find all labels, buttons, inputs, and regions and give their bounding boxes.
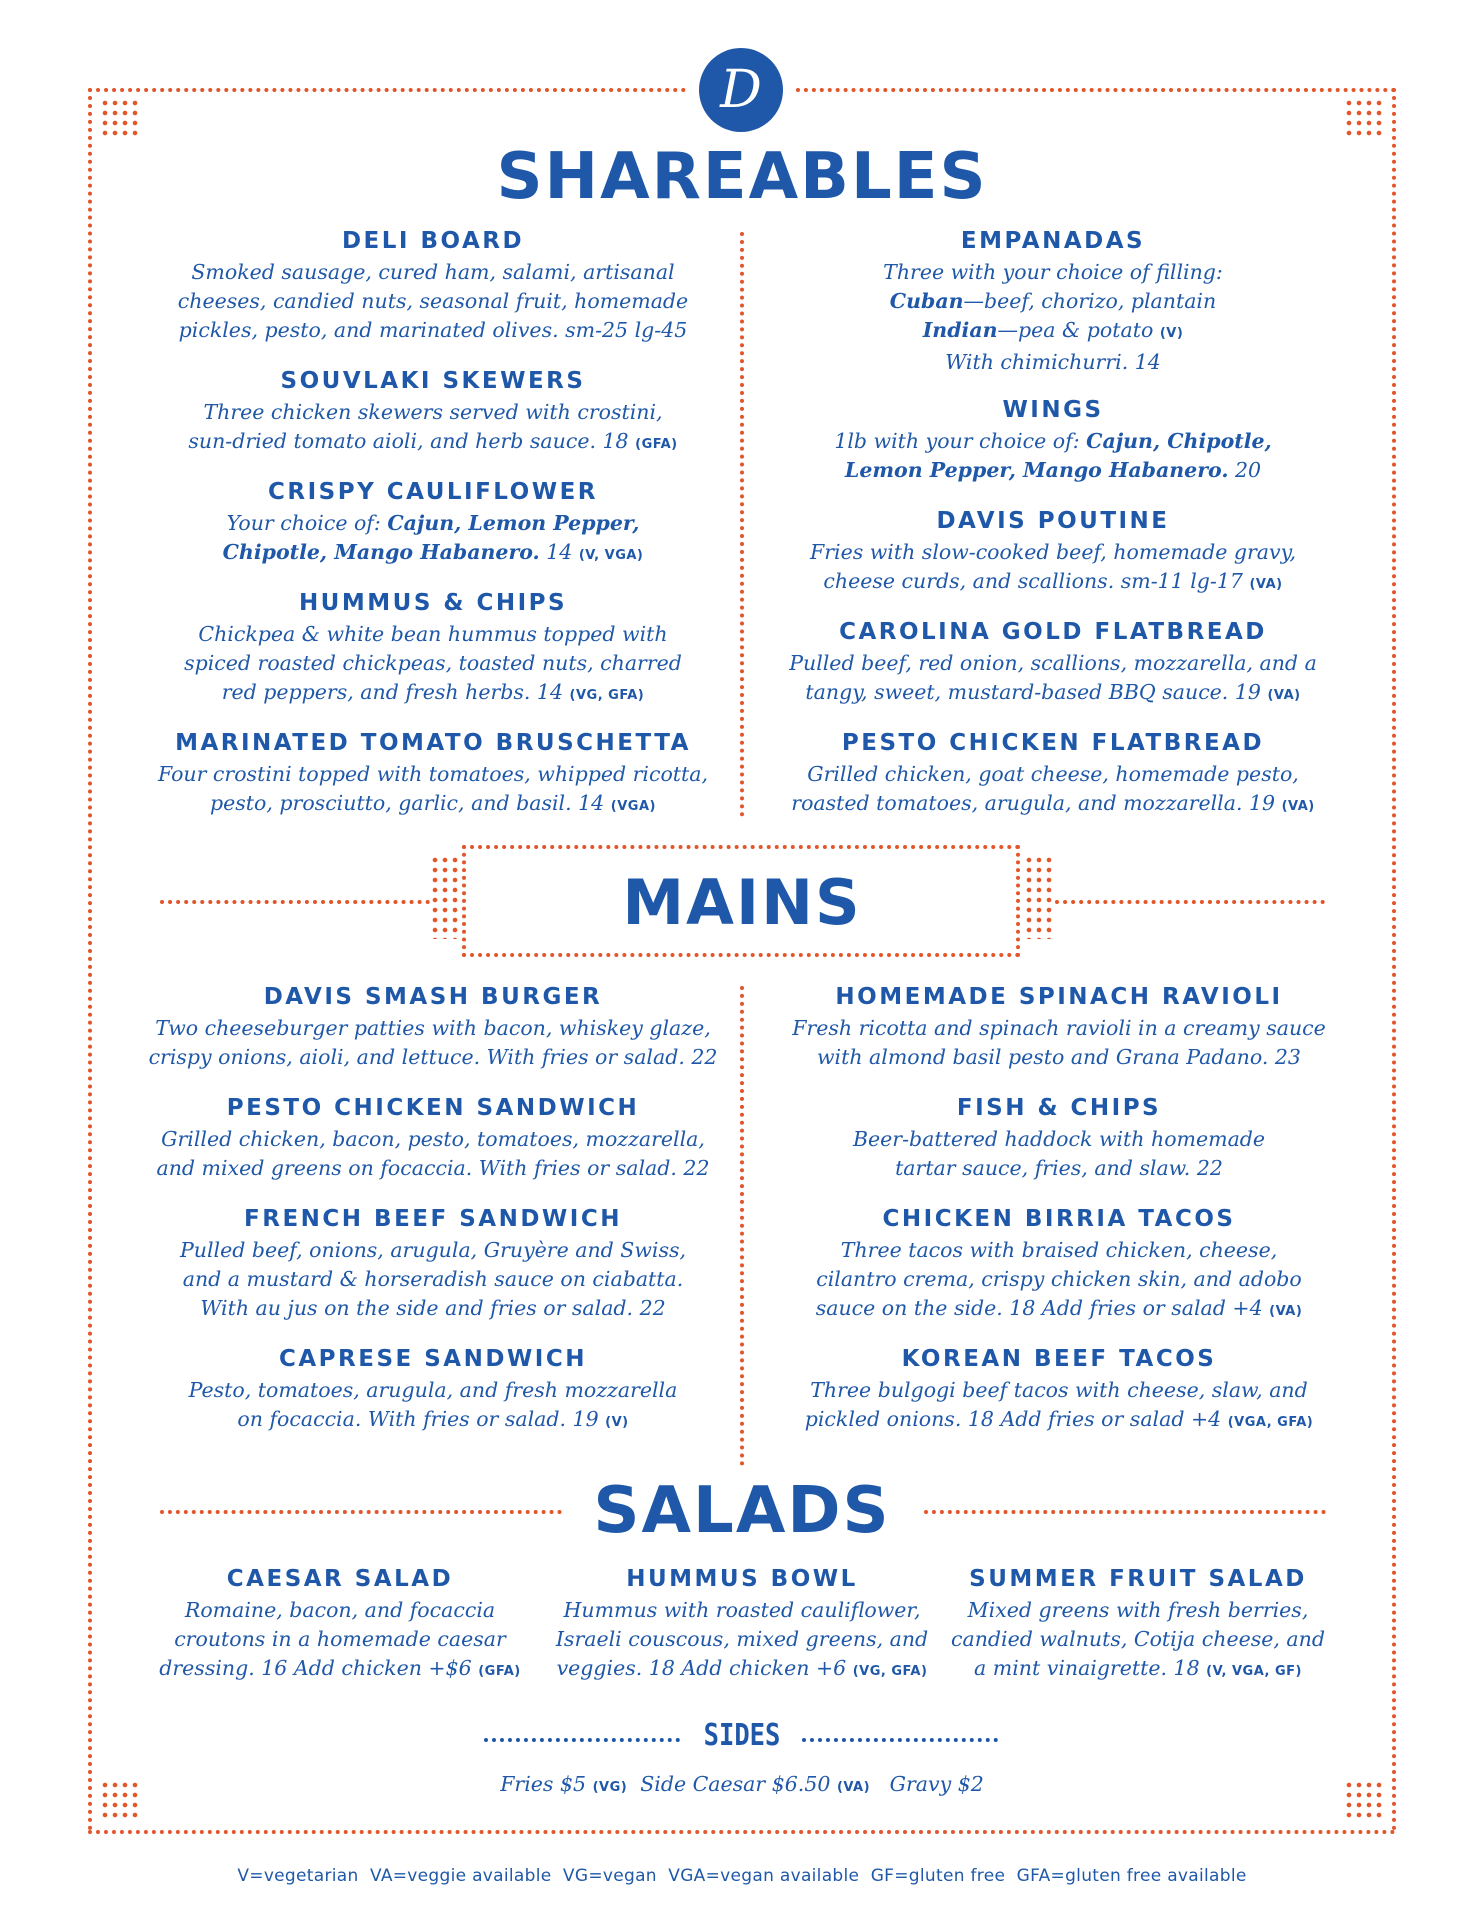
desc-line: tartar sauce, fries, and slaw. 22 (895, 1156, 1223, 1180)
item-description (760, 649, 1346, 710)
desc-line (760, 427, 1346, 456)
desc-line (140, 678, 726, 710)
menu-item (948, 1564, 1328, 1686)
item-name: PESTO CHICKEN SANDWICH (226, 1095, 640, 1121)
diet-tag: (VA) (1249, 577, 1283, 592)
desc-line: and a mustard & horseradish sauce on ciabatta. (182, 1267, 684, 1291)
desc-line (760, 678, 1346, 710)
desc-line: Pulled beef, onions, arugula, Gruyère and Swiss, (179, 1238, 687, 1262)
desc-line: Pulled beef, red onion, scallions, mozzarella, and a (789, 651, 1317, 675)
corner-dots-tr (1344, 98, 1384, 138)
desc-line (948, 1654, 1328, 1686)
desc-text: sun-dried tomato aioli, and herb sauce. 18 (188, 429, 629, 453)
flavor-options: Cajun, Lemon Pepper, (387, 511, 640, 535)
desc-line (130, 1405, 736, 1437)
menu-item (756, 1344, 1362, 1437)
desc-text: red peppers, and fresh herbs. 14 (221, 680, 564, 704)
price: 14 (539, 540, 573, 564)
desc-text: roasted tomatoes, arugula, and mozzarella. 19 (791, 791, 1276, 815)
desc-line: croutons in a homemade caesar (174, 1627, 506, 1651)
desc-text: on focaccia. With fries or salad. 19 (237, 1407, 599, 1431)
desc-line (756, 1294, 1362, 1326)
item-description (548, 1596, 936, 1686)
frame-top-left (88, 88, 686, 92)
desc-line: cheeses, candied nuts, seasonal fruit, homemade (177, 289, 689, 313)
flavor-options: Cajun, Chipotle, (1086, 429, 1272, 453)
price: 20 (1228, 458, 1262, 482)
item-name: DELI BOARD (341, 228, 525, 254)
desc-text: dressing. 16 Add chicken +$6 (159, 1656, 472, 1680)
menu-item (760, 226, 1346, 377)
diet-tag: (GFA) (635, 437, 678, 452)
filling-name: Indian (922, 318, 998, 342)
desc-line: Grilled chicken, bacon, pesto, tomatoes, mozzarella, (161, 1127, 705, 1151)
desc-line: Fresh ricotta and spinach ravioli in a creamy sauce (792, 1016, 1326, 1040)
corner-dots-tl (100, 98, 140, 138)
side-caesar: Side Caesar $6.50 (640, 1772, 831, 1796)
item-name: CAROLINA GOLD FLATBREAD (839, 619, 1267, 645)
item-name: FRENCH BEEF SANDWICH (244, 1206, 622, 1232)
diet-tag: (VGA) (610, 799, 656, 814)
dietary-legend: V=vegetarian VA=veggie available VG=vegan VGA=vegan available GF=gluten free GFA=gluten free available (237, 1866, 1247, 1886)
diet-tag: (VG) (592, 1780, 628, 1795)
item-description (756, 1376, 1362, 1437)
desc-line: pickles, pesto, and marinated olives. sm-25 lg-45 (178, 318, 688, 342)
item-name: DAVIS POUTINE (936, 508, 1170, 534)
item-name: HUMMUS & CHIPS (298, 590, 568, 616)
desc-text: —pea & potato (997, 318, 1154, 342)
diet-tag: (VG, GFA) (569, 688, 645, 703)
diet-tag: (VA) (1281, 799, 1315, 814)
menu-item (756, 982, 1362, 1072)
item-name: EMPANADAS (960, 228, 1146, 254)
frame-left (88, 88, 92, 1832)
item-description (130, 1014, 736, 1072)
sides-rule-right (802, 1738, 998, 1742)
desc-text: veggies. 18 Add chicken +6 (556, 1656, 847, 1680)
desc-line: With au jus on the side and fries or salad. 22 (200, 1296, 666, 1320)
menu-item (150, 1564, 530, 1686)
item-description (130, 1376, 736, 1437)
desc-line: Hummus with roasted cauliflower, (563, 1598, 921, 1622)
menu-item (756, 1204, 1362, 1326)
diet-tag: (VA) (836, 1780, 871, 1795)
menu-item (760, 617, 1346, 710)
item-name: WINGS (1002, 397, 1104, 423)
item-description (948, 1596, 1328, 1686)
item-name: FISH & CHIPS (956, 1095, 1162, 1121)
item-description (756, 1125, 1362, 1183)
menu-item (760, 395, 1346, 485)
desc-line: Grilled chicken, goat cheese, homemade pesto, (807, 762, 1299, 786)
desc-text: cheese curds, and scallions. sm-11 lg-17 (823, 569, 1243, 593)
sides-list (0, 1770, 1484, 1802)
desc-text: Your choice of: (226, 511, 388, 535)
item-description (140, 620, 726, 710)
desc-line: with almond basil pesto and Grana Padano. 23 (817, 1045, 1301, 1069)
diet-tag: (V, VGA) (578, 548, 644, 563)
menu-item (760, 506, 1346, 599)
desc-line (760, 287, 1346, 316)
frame-top-right (796, 88, 1396, 92)
menu-item (760, 728, 1346, 821)
diet-tag: (VA) (1269, 1304, 1303, 1319)
diet-tag: (GFA) (478, 1664, 521, 1679)
desc-line: Three chicken skewers served with crostini, (203, 400, 663, 424)
item-description (760, 760, 1346, 821)
item-description (756, 1014, 1362, 1072)
diet-tag: (VG, GFA) (852, 1664, 928, 1679)
item-name: KOREAN BEEF TACOS (901, 1346, 1217, 1372)
desc-text: 1lb with your choice of: (834, 429, 1087, 453)
menu-item (140, 366, 726, 459)
desc-line (756, 1405, 1362, 1437)
section-title-sides: SIDES (703, 1718, 781, 1753)
item-description (760, 258, 1346, 377)
item-description (760, 538, 1346, 599)
flavor-options: Chipotle, Mango Habanero. (222, 540, 540, 564)
desc-line: Mixed greens with fresh berries, (967, 1598, 1309, 1622)
sides-rule-left (484, 1738, 680, 1742)
desc-line: With chimichurri. 14 (945, 350, 1161, 374)
desc-line (760, 456, 1346, 485)
desc-line (548, 1654, 936, 1686)
shareables-divider (740, 232, 744, 817)
desc-line: spiced roasted chickpeas, toasted nuts, charred (184, 651, 682, 675)
diet-tag: (V) (1159, 326, 1184, 341)
item-name: SUMMER FRUIT SALAD (969, 1566, 1307, 1592)
desc-line: cilantro crema, crispy chicken skin, and adobo (816, 1267, 1302, 1291)
item-description (140, 258, 726, 345)
item-description (150, 1596, 530, 1686)
menu-item (130, 1344, 736, 1437)
desc-line (150, 1654, 530, 1686)
desc-text: sauce on the side. 18 Add fries or salad +4 (815, 1296, 1263, 1320)
side-gravy: Gravy $2 (889, 1772, 984, 1796)
filling-name: Cuban (889, 289, 964, 313)
item-description (130, 1125, 736, 1183)
logo-badge (699, 48, 783, 132)
desc-line (140, 509, 726, 538)
menu-item (140, 477, 726, 570)
item-name: CRISPY CAULIFLOWER (268, 479, 598, 505)
menu-item (548, 1564, 936, 1686)
item-description (140, 398, 726, 459)
desc-line (760, 567, 1346, 599)
item-name: DAVIS SMASH BURGER (263, 984, 603, 1010)
frame-right (1392, 88, 1396, 1832)
frame-bottom (88, 1830, 1396, 1834)
flavor-options: Lemon Pepper, Mango Habanero. (844, 458, 1229, 482)
desc-line: candied walnuts, Cotija cheese, and (951, 1627, 1325, 1651)
desc-text: a mint vinaigrette. 18 (974, 1656, 1200, 1680)
desc-line: and mixed greens on focaccia. With fries or salad. 22 (156, 1156, 710, 1180)
item-description (756, 1236, 1362, 1326)
item-name: PESTO CHICKEN FLATBREAD (841, 730, 1265, 756)
section-title-mains: MAINS (622, 866, 862, 939)
item-name: HUMMUS BOWL (626, 1566, 858, 1592)
diet-tag: (VGA, GFA) (1227, 1415, 1314, 1430)
menu-item (130, 1093, 736, 1183)
menu-item (140, 728, 726, 821)
desc-line (760, 316, 1346, 348)
desc-text: —beef, chorizo, plantain (963, 289, 1217, 313)
item-name: SOUVLAKI SKEWERS (280, 368, 586, 394)
item-description (760, 427, 1346, 485)
diet-tag: (V) (605, 1415, 629, 1430)
menu-item (130, 982, 736, 1072)
sides-line (0, 1770, 1484, 1802)
item-description (140, 760, 726, 821)
menu-item (130, 1204, 736, 1323)
desc-text: pickled onions. 18 Add fries or salad +4 (804, 1407, 1222, 1431)
diet-tag: (VA) (1267, 688, 1301, 703)
desc-line: crispy onions, aioli, and lettuce. With fries or salad. 22 (148, 1045, 718, 1069)
menu-item (756, 1093, 1362, 1183)
item-description (130, 1236, 736, 1323)
item-description (140, 509, 726, 570)
diet-tag: (V, VGA, GF) (1206, 1664, 1302, 1679)
item-name: HOMEMADE SPINACH RAVIOLI (835, 984, 1283, 1010)
desc-line (140, 538, 726, 570)
logo-letter: D (720, 60, 762, 120)
desc-line: Smoked sausage, cured ham, salami, artisanal (191, 260, 675, 284)
desc-line: Two cheeseburger patties with bacon, whiskey glaze, (155, 1016, 711, 1040)
desc-line: Fries with slow-cooked beef, homemade gravy, (810, 540, 1296, 564)
desc-line: Three with your choice of filling: (883, 260, 1223, 284)
desc-line: Four crostini topped with tomatoes, whipped ricotta, (157, 762, 709, 786)
menu-item (140, 226, 726, 345)
desc-line (760, 789, 1346, 821)
desc-text: pesto, prosciutto, garlic, and basil. 14 (210, 791, 605, 815)
section-title-salads: SALADS (593, 1474, 891, 1548)
desc-line: Israeli couscous, mixed greens, and (555, 1627, 929, 1651)
mains-divider (740, 986, 744, 1466)
item-name: CHICKEN BIRRIA TACOS (882, 1206, 1236, 1232)
item-name: MARINATED TOMATO BRUSCHETTA (175, 730, 691, 756)
item-name: CAPRESE SANDWICH (278, 1346, 587, 1372)
desc-line: Three bulgogi beef tacos with cheese, slaw, and (810, 1378, 1308, 1402)
desc-line: Beer-battered haddock with homemade (852, 1127, 1266, 1151)
desc-line: Pesto, tomatoes, arugula, and fresh mozzarella (188, 1378, 678, 1402)
section-title-shareables: SHAREABLES (496, 140, 988, 214)
item-name: CAESAR SALAD (226, 1566, 454, 1592)
desc-line: Chickpea & white bean hummus topped with (198, 622, 668, 646)
side-fries: Fries $5 (500, 1772, 587, 1796)
desc-line: Three tacos with braised chicken, cheese, (840, 1238, 1278, 1262)
desc-line (140, 427, 726, 459)
desc-line (140, 789, 726, 821)
desc-line: Romaine, bacon, and focaccia (184, 1598, 496, 1622)
menu-item (140, 588, 726, 710)
desc-text: tangy, sweet, mustard-based BBQ sauce. 19 (805, 680, 1261, 704)
